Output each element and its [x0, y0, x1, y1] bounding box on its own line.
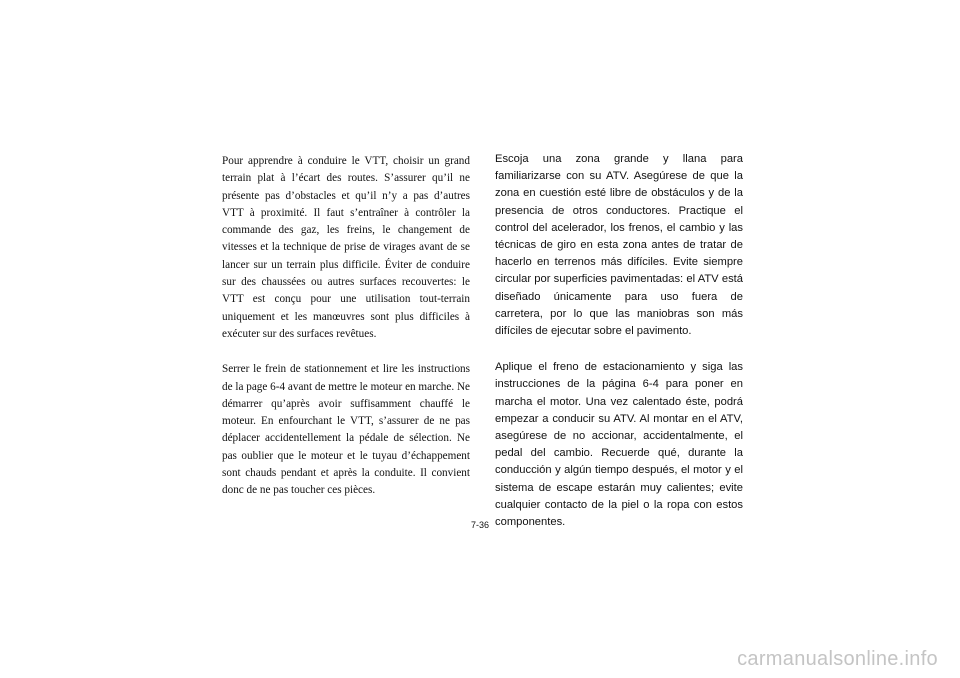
spanish-paragraph-1: Escoja una zona grande y llana para familiarizarse con su ATV. Asegúrese de que la zona en cuestión esté libre de obstáculos y de la presencia de otros conductores. Practique el control del acelerador, los frenos, el cambio y las técnicas de giro en esta zona antes de tratar de hacerlo en terrenos más difíciles. Evite siempre circular por superficies pavimentadas: el ATV está diseñado únicamente para uso fuera de carretera, por lo que las maniobras son más difíciles de ejecutar sobre el pavimento.: [495, 153, 743, 338]
spanish-column: [495, 151, 743, 531]
watermark: carmanualsonline.info: [737, 648, 938, 670]
french-column: [222, 153, 470, 500]
french-paragraph-1: Pour apprendre à conduire le VTT, choisir un grand terrain plat à l’écart des routes. S’assurer qu’il ne présente pas d’obstacles et qu’il n’y a pas d’autres VTT à proximité. Il faut s’entraîner à contrôler la commande des gaz, les freins, le changement de vitesses et la technique de prise de virages avant de se lancer sur un terrain plus difficile. Éviter de conduire sur des chaussées ou autres surfaces recouvertes: le VTT est conçu pour une utilisation tout-terrain uniquement et les manœuvres sont plus difficiles à exécuter sur des surfaces revêtues.: [222, 155, 470, 340]
spanish-paragraph-2: Aplique el freno de estacionamiento y siga las instrucciones de la página 6-4 para poner en marcha el motor. Una vez calentado éste, podrá empezar a conducir su ATV. Al montar en el ATV, asegúrese de no accionar, accidentalmente, el pedal del cambio. Recuerde qué, durante la conducción y algún tiempo después, el motor y el sistema de escape estarán muy calientes; evite cualquier contacto de la piel o la ropa con estos componentes.: [495, 361, 743, 529]
french-paragraph-2: Serrer le frein de stationnement et lire les instructions de la page 6-4 avant de mettre le moteur en marche. Ne démarrer qu’après avoir suffisamment chauffé le moteur. En enfourchant le VTT, s’assurer de ne pas déplacer accidentellement la pédale de sélection. Ne pas oublier que le moteur et le tuyau d’échappement sont chauds pendant et après la conduite. Il convient donc de ne pas toucher ces pièces.: [222, 363, 470, 497]
page-number: 7-36: [470, 520, 489, 530]
